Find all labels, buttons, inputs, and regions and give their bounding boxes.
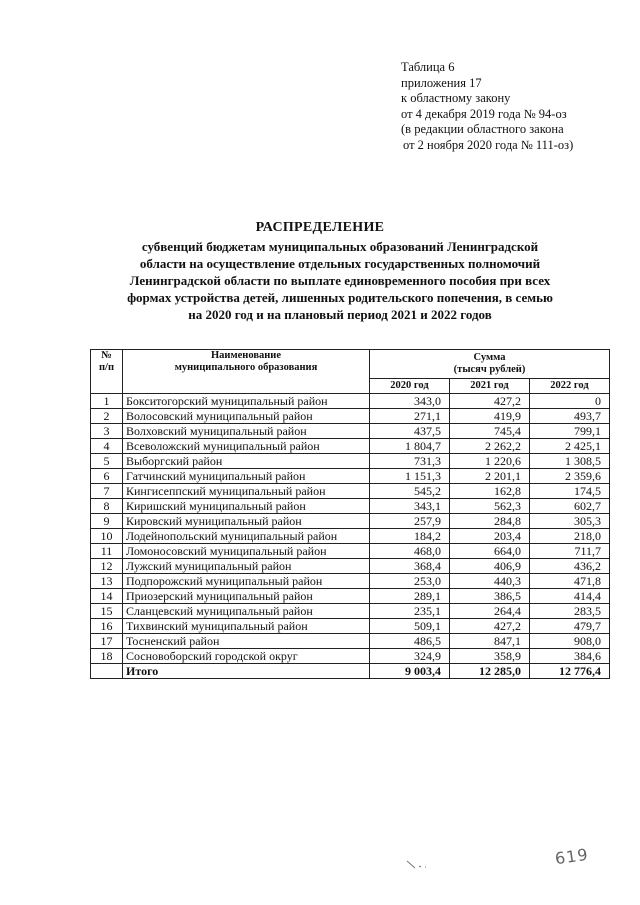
row-value-2020: 343,1 bbox=[370, 499, 450, 514]
table-row bbox=[91, 424, 610, 439]
row-value-2021: 162,8 bbox=[450, 484, 530, 499]
header-note bbox=[401, 60, 573, 153]
row-value-2020: 253,0 bbox=[370, 574, 450, 589]
row-value-2022: 283,5 bbox=[530, 604, 610, 619]
header-note-line: (в редакции областного закона bbox=[401, 122, 564, 136]
total-2022: 12 776,4 bbox=[530, 664, 610, 679]
row-value-2020: 1 804,7 bbox=[370, 439, 450, 454]
table-row bbox=[91, 394, 610, 409]
row-name: Кингисеппский муниципальный район bbox=[123, 484, 370, 499]
table-body bbox=[91, 394, 610, 679]
document-title: РАСПРЕДЕЛЕНИЕ bbox=[255, 220, 385, 235]
row-value-2022: 305,3 bbox=[530, 514, 610, 529]
subtitle-line: на 2020 год и на плановый период 2021 и 2022 годов bbox=[188, 307, 492, 322]
row-value-2020: 235,1 bbox=[370, 604, 450, 619]
row-number: 12 bbox=[91, 559, 123, 574]
header-note-line: к областному закону bbox=[401, 91, 511, 105]
table-row bbox=[91, 634, 610, 649]
row-name: Волосовский муниципальный район bbox=[123, 409, 370, 424]
row-value-2022: 384,6 bbox=[530, 649, 610, 664]
row-value-2021: 406,9 bbox=[450, 559, 530, 574]
row-name: Сланцевский муниципальный район bbox=[123, 604, 370, 619]
row-value-2021: 419,9 bbox=[450, 409, 530, 424]
row-name: Сосновоборский городской округ bbox=[123, 649, 370, 664]
header-note-line: от 2 ноября 2020 года № 111-оз) bbox=[403, 137, 574, 152]
row-value-2022: 799,1 bbox=[530, 424, 610, 439]
document-subtitle bbox=[60, 238, 620, 323]
row-name: Тихвинский муниципальный район bbox=[123, 619, 370, 634]
row-name: Лужский муниципальный район bbox=[123, 559, 370, 574]
row-value-2021: 562,3 bbox=[450, 499, 530, 514]
header-year-2021: 2021 год bbox=[450, 379, 530, 394]
row-value-2020: 545,2 bbox=[370, 484, 450, 499]
row-value-2022: 471,8 bbox=[530, 574, 610, 589]
row-value-2021: 2 262,2 bbox=[450, 439, 530, 454]
row-value-2022: 479,7 bbox=[530, 619, 610, 634]
table-row bbox=[91, 559, 610, 574]
header-note-line: Таблица 6 bbox=[401, 60, 455, 74]
row-value-2022: 908,0 bbox=[530, 634, 610, 649]
row-value-2020: 289,1 bbox=[370, 589, 450, 604]
row-name: Всеволожский муниципальный район bbox=[123, 439, 370, 454]
row-number: 7 bbox=[91, 484, 123, 499]
table-row bbox=[91, 499, 610, 514]
table-row bbox=[91, 484, 610, 499]
row-value-2020: 184,2 bbox=[370, 529, 450, 544]
row-number: 16 bbox=[91, 619, 123, 634]
row-name: Киришский муниципальный район bbox=[123, 499, 370, 514]
total-number-cell bbox=[91, 664, 123, 679]
row-value-2022: 493,7 bbox=[530, 409, 610, 424]
row-number: 18 bbox=[91, 649, 123, 664]
row-value-2021: 1 220,6 bbox=[450, 454, 530, 469]
row-value-2021: 440,3 bbox=[450, 574, 530, 589]
table-row bbox=[91, 469, 610, 484]
row-value-2021: 203,4 bbox=[450, 529, 530, 544]
row-value-2022: 711,7 bbox=[530, 544, 610, 559]
table-row bbox=[91, 454, 610, 469]
header-sum-line1: Сумма bbox=[473, 352, 506, 363]
row-value-2021: 264,4 bbox=[450, 604, 530, 619]
row-name: Гатчинский муниципальный район bbox=[123, 469, 370, 484]
row-value-2020: 437,5 bbox=[370, 424, 450, 439]
row-value-2022: 174,5 bbox=[530, 484, 610, 499]
total-2021: 12 285,0 bbox=[450, 664, 530, 679]
row-name: Кировский муниципальный район bbox=[123, 514, 370, 529]
row-name: Тосненский район bbox=[123, 634, 370, 649]
row-value-2022: 436,2 bbox=[530, 559, 610, 574]
header-name bbox=[123, 350, 370, 394]
row-value-2022: 2 425,1 bbox=[530, 439, 610, 454]
row-number: 4 bbox=[91, 439, 123, 454]
table-row bbox=[91, 439, 610, 454]
row-number: 15 bbox=[91, 604, 123, 619]
row-number: 3 bbox=[91, 424, 123, 439]
row-number: 8 bbox=[91, 499, 123, 514]
row-value-2020: 1 151,3 bbox=[370, 469, 450, 484]
header-sum bbox=[370, 350, 610, 379]
row-value-2020: 509,1 bbox=[370, 619, 450, 634]
row-name: Приозерский муниципальный район bbox=[123, 589, 370, 604]
row-number: 10 bbox=[91, 529, 123, 544]
pen-mark-icon bbox=[405, 858, 433, 870]
header-sum-line2: (тысяч рублей) bbox=[453, 364, 526, 375]
table-row bbox=[91, 589, 610, 604]
row-number: 1 bbox=[91, 394, 123, 409]
row-value-2020: 468,0 bbox=[370, 544, 450, 559]
header-number-abbr: п/п bbox=[98, 362, 115, 373]
row-value-2020: 368,4 bbox=[370, 559, 450, 574]
header-year-2022: 2022 год bbox=[530, 379, 610, 394]
header-name-line1: Наименование bbox=[211, 350, 281, 361]
row-value-2021: 386,5 bbox=[450, 589, 530, 604]
table-row bbox=[91, 529, 610, 544]
header-number bbox=[91, 350, 123, 394]
table-row bbox=[91, 574, 610, 589]
row-value-2020: 343,0 bbox=[370, 394, 450, 409]
row-name: Бокситогорский муниципальный район bbox=[123, 394, 370, 409]
row-value-2021: 664,0 bbox=[450, 544, 530, 559]
row-value-2021: 284,8 bbox=[450, 514, 530, 529]
table-row bbox=[91, 544, 610, 559]
row-value-2022: 414,4 bbox=[530, 589, 610, 604]
row-value-2020: 271,1 bbox=[370, 409, 450, 424]
row-value-2022: 2 359,6 bbox=[530, 469, 610, 484]
row-name: Волховский муниципальный район bbox=[123, 424, 370, 439]
row-value-2022: 218,0 bbox=[530, 529, 610, 544]
table-row bbox=[91, 514, 610, 529]
row-number: 2 bbox=[91, 409, 123, 424]
row-number: 6 bbox=[91, 469, 123, 484]
row-number: 9 bbox=[91, 514, 123, 529]
row-value-2020: 324,9 bbox=[370, 649, 450, 664]
row-value-2022: 0 bbox=[530, 394, 610, 409]
row-value-2020: 257,9 bbox=[370, 514, 450, 529]
row-value-2021: 427,2 bbox=[450, 619, 530, 634]
header-number-symbol: № bbox=[101, 350, 112, 361]
subtitle-line: Ленинградской области по выплате единовременного пособия при всех bbox=[129, 273, 551, 288]
subtitle-line: субвенций бюджетам муниципальных образований Ленинградской bbox=[141, 239, 539, 254]
row-name: Лодейнопольский муниципальный район bbox=[123, 529, 370, 544]
header-name-line2: муниципального образования bbox=[174, 362, 318, 373]
total-row bbox=[91, 664, 610, 679]
row-name: Подпорожский муниципальный район bbox=[123, 574, 370, 589]
row-value-2020: 486,5 bbox=[370, 634, 450, 649]
row-number: 5 bbox=[91, 454, 123, 469]
row-value-2021: 427,2 bbox=[450, 394, 530, 409]
row-number: 13 bbox=[91, 574, 123, 589]
subtitle-line: формах устройства детей, лишенных родительского попечения, в семью bbox=[127, 290, 553, 305]
row-number: 11 bbox=[91, 544, 123, 559]
table-row bbox=[91, 619, 610, 634]
row-number: 17 bbox=[91, 634, 123, 649]
subtitle-line: области на осуществление отдельных государственных полномочий bbox=[139, 256, 541, 271]
row-value-2021: 847,1 bbox=[450, 634, 530, 649]
table-row bbox=[91, 604, 610, 619]
table-row bbox=[91, 649, 610, 664]
header-note-line: приложения 17 bbox=[401, 75, 482, 90]
page-stamp: 619 bbox=[553, 844, 590, 869]
total-2020: 9 003,4 bbox=[370, 664, 450, 679]
total-label: Итого bbox=[123, 664, 370, 679]
header-year-2020: 2020 год bbox=[370, 379, 450, 394]
row-value-2021: 2 201,1 bbox=[450, 469, 530, 484]
row-value-2022: 602,7 bbox=[530, 499, 610, 514]
row-name: Выборгский район bbox=[123, 454, 370, 469]
table-row bbox=[91, 409, 610, 424]
row-name: Ломоносовский муниципальный район bbox=[123, 544, 370, 559]
row-value-2022: 1 308,5 bbox=[530, 454, 610, 469]
row-number: 14 bbox=[91, 589, 123, 604]
distribution-table bbox=[90, 349, 610, 679]
header-note-line: от 4 декабря 2019 года № 94-оз bbox=[401, 106, 567, 121]
row-value-2021: 745,4 bbox=[450, 424, 530, 439]
row-value-2020: 731,3 bbox=[370, 454, 450, 469]
row-value-2021: 358,9 bbox=[450, 649, 530, 664]
